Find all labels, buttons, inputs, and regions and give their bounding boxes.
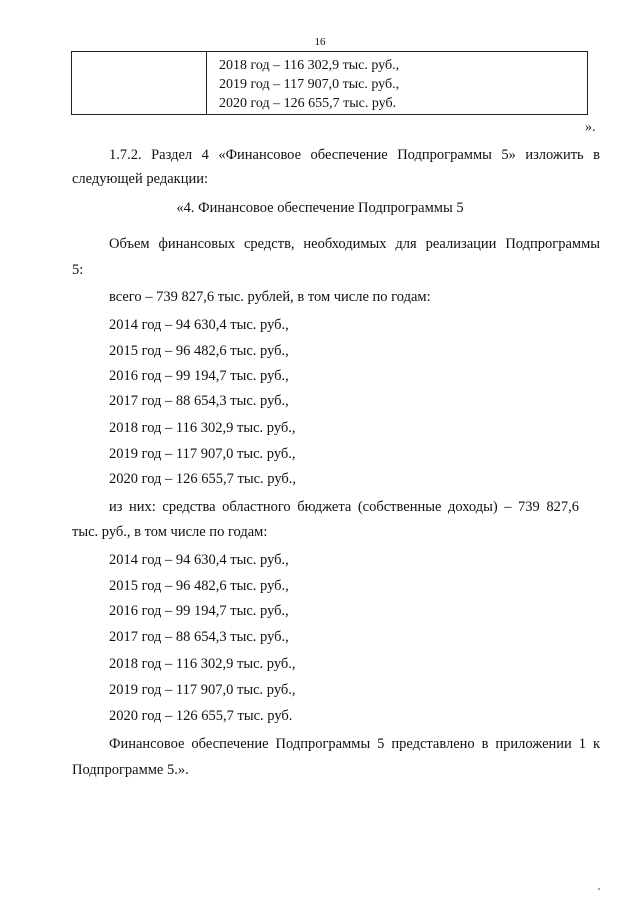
final-text-line2: Подпрограмме 5.».: [72, 762, 189, 778]
year-total-2015: 2015 год – 96 482,6 тыс. руб.,: [109, 343, 289, 359]
total-line: всего – 739 827,6 тыс. рублей, в том числе по годам:: [109, 289, 431, 305]
year-total-2018: 2018 год – 116 302,9 тыс. руб.,: [109, 420, 296, 436]
year-regional-2018: 2018 год – 116 302,9 тыс. руб.,: [109, 656, 296, 672]
year-total-2017: 2017 год – 88 654,3 тыс. руб.,: [109, 393, 289, 409]
year-total-2020: 2020 год – 126 655,7 тыс. руб.,: [109, 471, 297, 487]
page-number: 16: [314, 36, 326, 48]
year-regional-2017: 2017 год – 88 654,3 тыс. руб.,: [109, 629, 289, 645]
table-line-2018: 2018 год – 116 302,9 тыс. руб.,: [219, 58, 400, 73]
year-regional-2020: 2020 год – 126 655,7 тыс. руб.: [109, 708, 293, 724]
section-title: «4. Финансовое обеспечение Подпрограммы 5: [176, 200, 464, 216]
regional-text-line2: тыс. руб., в том числе по годам:: [72, 524, 268, 540]
volume-text-line1: Объем финансовых средств, необходимых для реализации Подпрограммы: [109, 236, 600, 252]
section-intro-line2: следующей редакции:: [72, 171, 209, 187]
table-line-2020: 2020 год – 126 655,7 тыс. руб.: [219, 96, 397, 111]
year-regional-2014: 2014 год – 94 630,4 тыс. руб.,: [109, 552, 289, 568]
table-column-divider: [206, 52, 207, 114]
year-total-2016: 2016 год – 99 194,7 тыс. руб.,: [109, 368, 289, 384]
year-regional-2019: 2019 год – 117 907,0 тыс. руб.,: [109, 682, 296, 698]
section-intro-line1: 1.7.2. Раздел 4 «Финансовое обеспечение Подпрограммы 5» изложить в: [109, 147, 600, 163]
table-line-2019: 2019 год – 117 907,0 тыс. руб.,: [219, 77, 400, 92]
table-value-cell: [219, 56, 399, 113]
regional-text-line1: из них: средства областного бюджета (собственные доходы) – 739 827,6: [109, 499, 579, 515]
year-regional-2015: 2015 год – 96 482,6 тыс. руб.,: [109, 578, 289, 594]
continued-table: [71, 51, 588, 115]
year-total-2014: 2014 год – 94 630,4 тыс. руб.,: [109, 317, 289, 333]
year-total-2019: 2019 год – 117 907,0 тыс. руб.,: [109, 446, 296, 462]
scan-speck: [598, 888, 600, 890]
closing-quote: ».: [585, 120, 596, 135]
final-text-line1: Финансовое обеспечение Подпрограммы 5 представлено в приложении 1 к: [109, 736, 600, 752]
volume-text-line2: 5:: [72, 262, 84, 278]
year-regional-2016: 2016 год – 99 194,7 тыс. руб.,: [109, 603, 289, 619]
